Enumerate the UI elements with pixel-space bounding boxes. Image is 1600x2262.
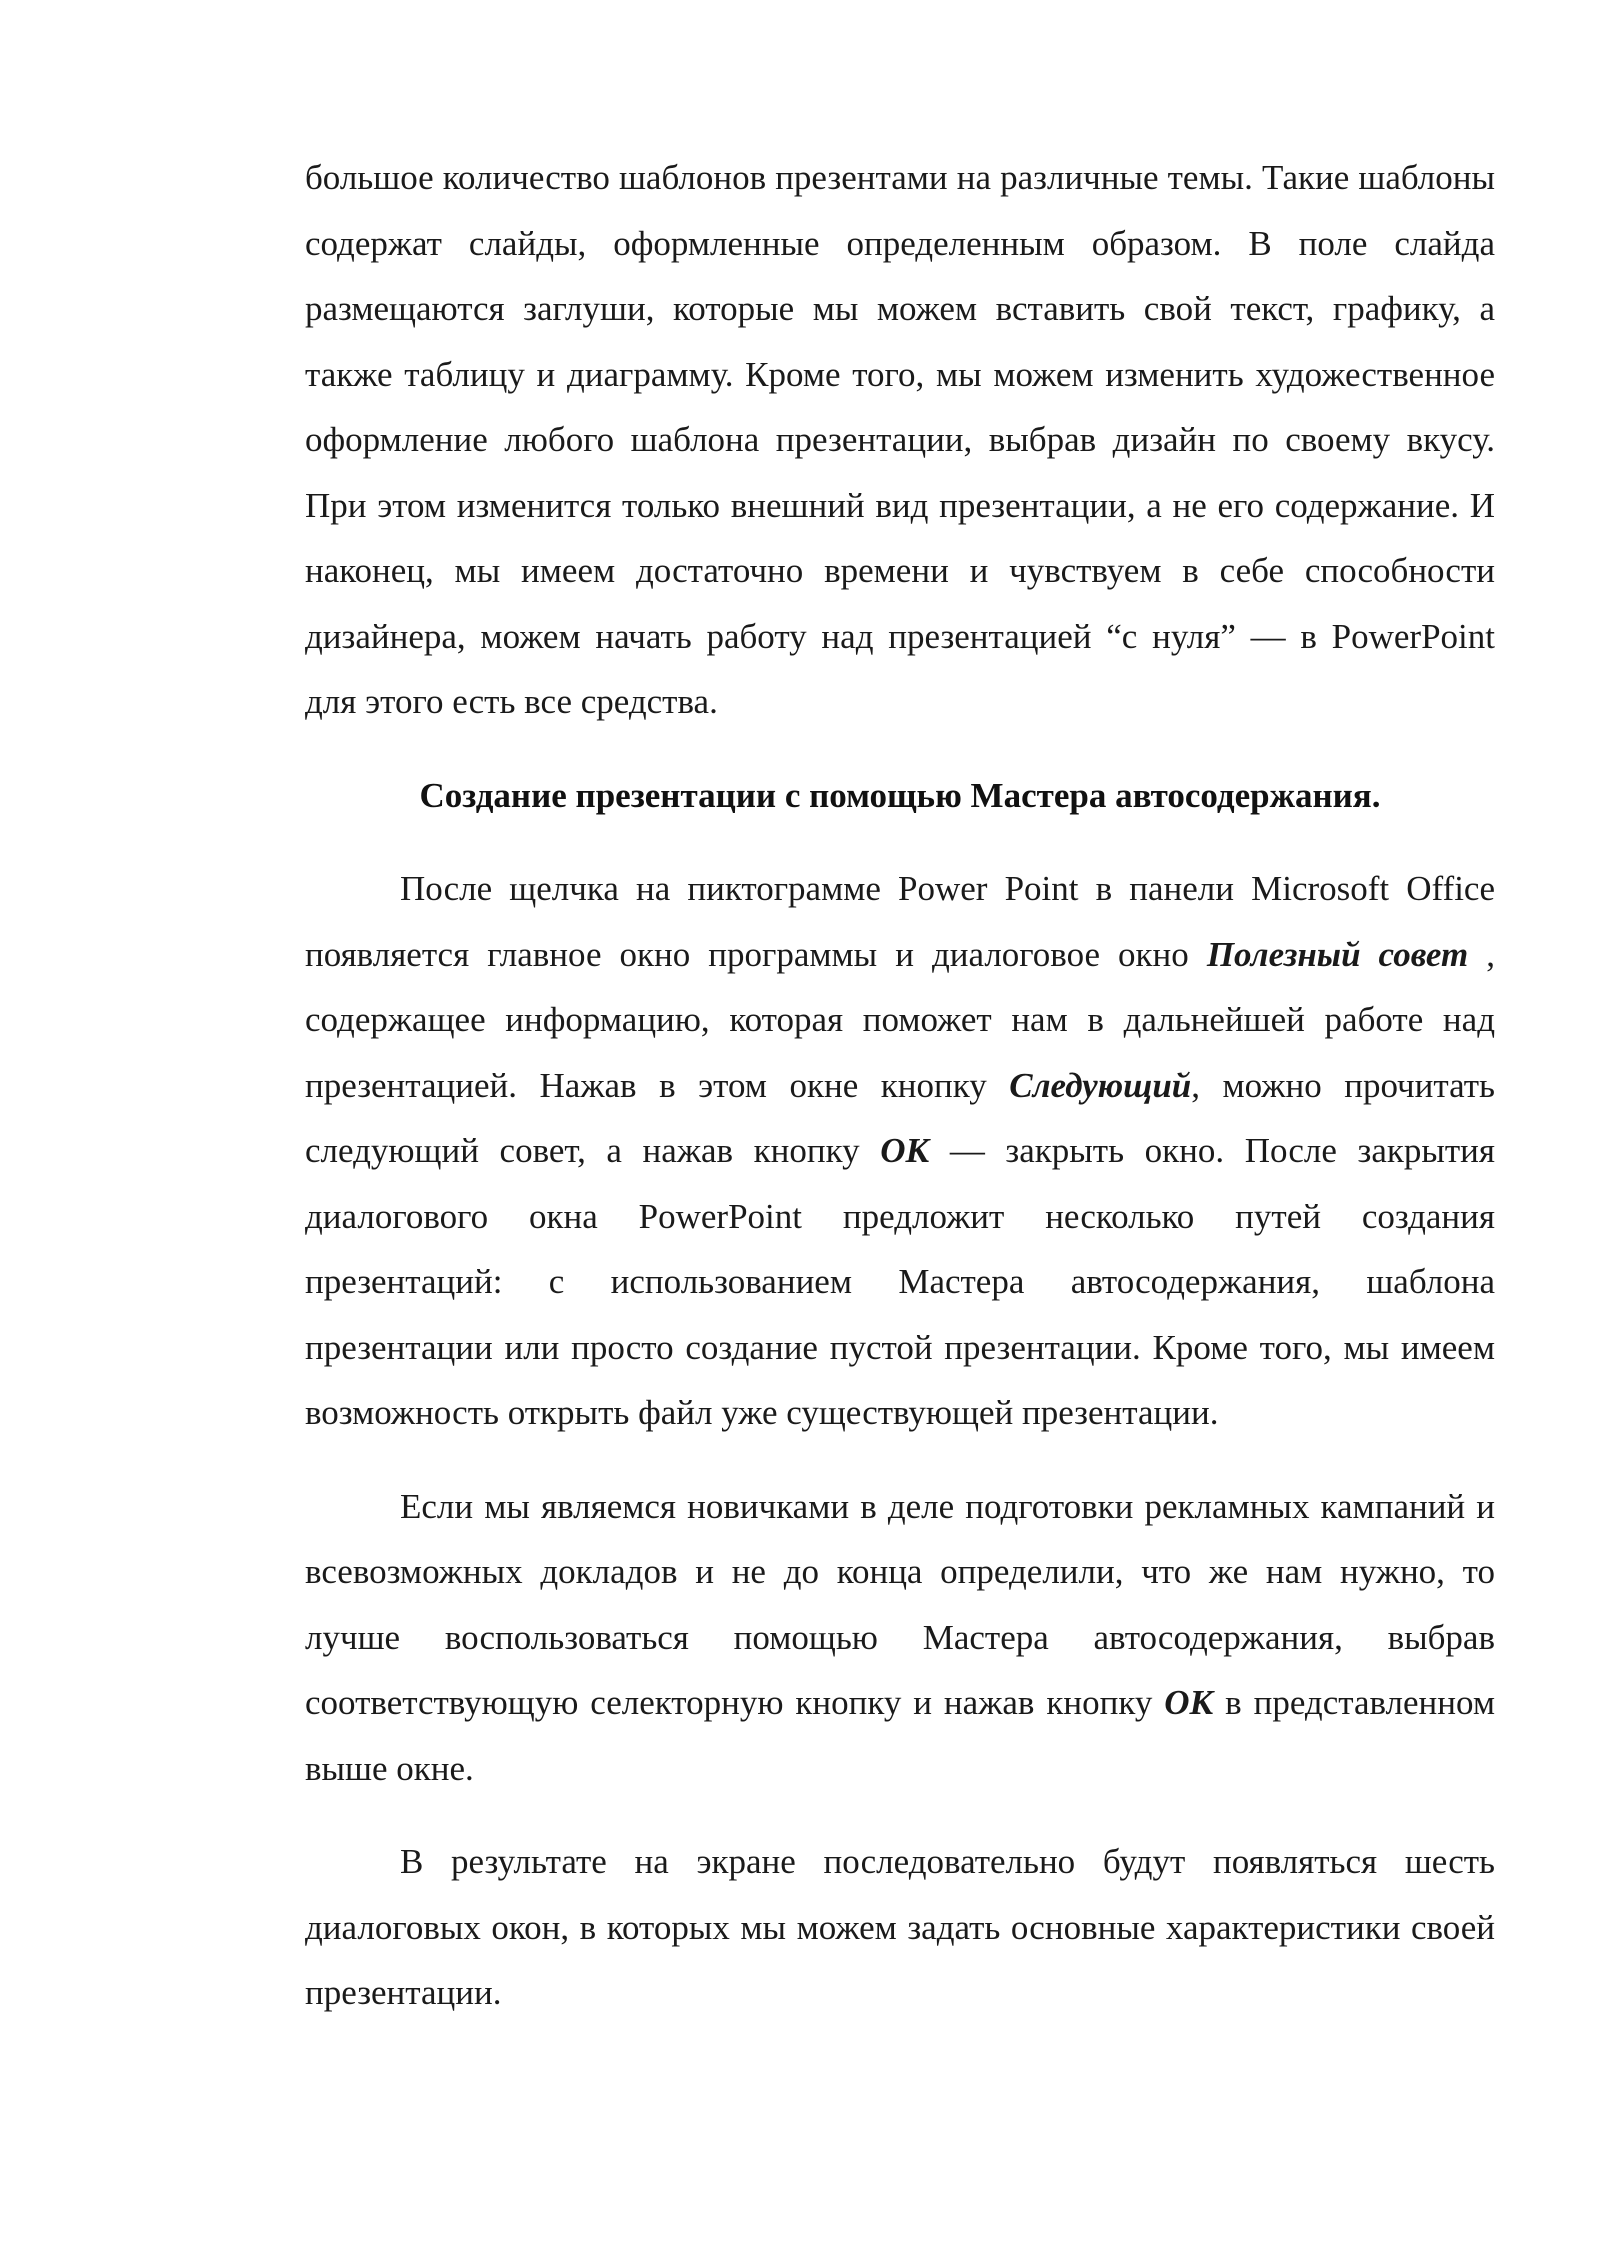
body-paragraph-2 — [305, 856, 1495, 1446]
paragraph-2-text-1: После щелчка на пиктограмме Power Point в панели Microsoft Office появляется главное окно программы и диалоговое окно — [305, 869, 1495, 974]
paragraph-2-text-2: , содержащее информацию, которая поможет нам в дальнейшей работе над презентацией. Нажав в этом окне кнопку — [305, 934, 1495, 1105]
document-page — [305, 145, 1495, 2026]
paragraph-3-text-2: в представленном выше окне. — [305, 1683, 1495, 1788]
emphasis-ok-button: ОК — [880, 1131, 930, 1170]
body-paragraph-4: В результате на экране последовательно будут появляться шесть диалоговых окон, в которых мы можем задать основные характеристики своей презентации. — [305, 1842, 1495, 2012]
body-paragraph-1: большое количество шаблонов презентами на различные темы. Такие шаблоны содержат слайды, оформленные определенным образом. В поле слайда размещаются заглуши, которые мы можем вставить свой текст, графику, а также таблицу и диаграмму. Кроме того, мы можем изменить художественное оформление любого шаблона презентации, выбрав дизайн по своему вкусу. При этом изменится только внешний вид презентации, а не его содержание. И наконец, мы имеем достаточно времени и чувствуем в себе способности дизайнера, можем начать работу над презентацией “с нуля” — в PowerPoint для этого есть все средства. — [305, 158, 1495, 721]
body-paragraph-3 — [305, 1474, 1495, 1802]
emphasis-ok-button-2: ОК — [1164, 1683, 1214, 1722]
paragraph-2-text-4: — закрыть окно. После закрытия диалогового окна PowerPoint предложит несколько путей создания презентаций: с использованием Мастера автосодержания, шаблона презентации или просто создание пустой презентации. Кроме того, мы имеем возможность открыть файл уже существующей презентации. — [305, 1131, 1495, 1432]
emphasis-useful-tip: Полезный совет — [1206, 934, 1469, 974]
emphasis-next-button: Следующий — [1009, 1065, 1192, 1105]
paragraph-2-text-3: , можно прочитать следующий совет, а нажав кнопку — [305, 1065, 1495, 1170]
paragraph-3-text-1: Если мы являемся новичками в деле подготовки рекламных кампаний и всевозможных докладов и не до конца определили, что же нам нужно, то лучше воспользоваться помощью Мастера автосодержания, выбрав соответствующую селекторную кнопку и нажав кнопку — [305, 1486, 1495, 1722]
section-heading: Создание презентации с помощью Мастера автосодержания. — [419, 775, 1381, 815]
